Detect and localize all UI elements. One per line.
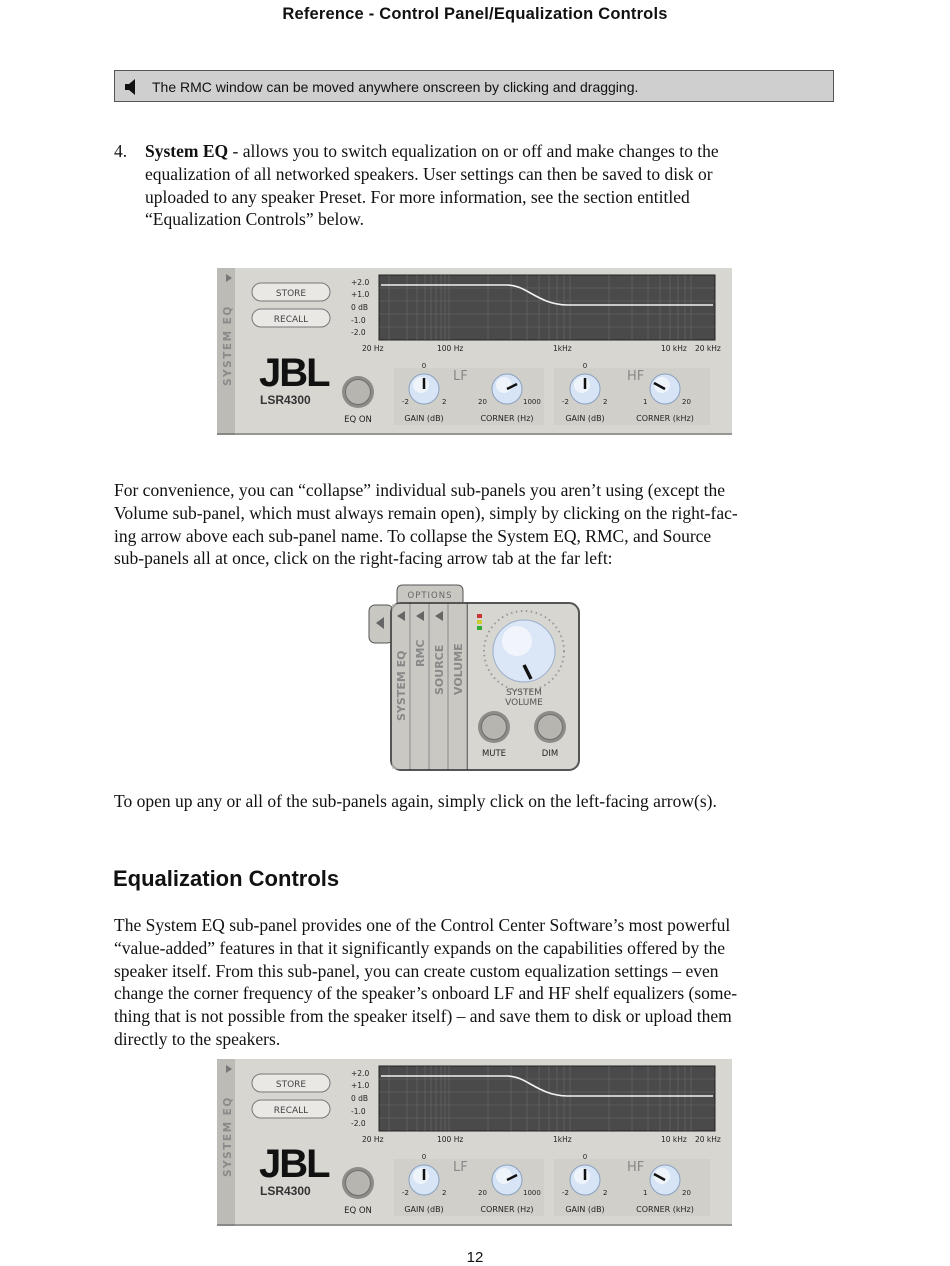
freq-tick: 20 kHz [695,1135,721,1144]
db-tick: +2.0 [351,1069,370,1078]
note-text: The RMC window can be moved anywhere onscreen by clicking and dragging. [152,79,639,95]
list-item-body [145,140,845,231]
text-line: ing arrow above each sub-panel name. To collapse the System EQ, RMC, and Source [114,525,712,546]
svg-text:JBL: JBL [259,1142,329,1186]
db-tick: +1.0 [351,1081,370,1090]
recall-label: RECALL [273,1106,309,1116]
paragraph-collapse [114,479,839,570]
svg-text:1000: 1000 [523,398,541,406]
item-line-1: - allows you to switch equalization on or off and make changes to the [228,141,719,161]
mute-button[interactable] [478,711,510,759]
text-line: change the corner frequency of the speaker’s onboard LF and HF shelf equalizers (some- [114,983,738,1004]
store-button[interactable] [252,1074,330,1092]
store-label: STORE [275,1080,307,1090]
svg-text:-2: -2 [562,398,569,406]
recall-button[interactable] [252,309,330,327]
options-tab[interactable]: OPTIONS [407,591,453,601]
svg-text:VOLUME: VOLUME [452,643,465,695]
svg-text:2: 2 [603,398,608,406]
svg-text:CORNER (kHz): CORNER (kHz) [636,1205,694,1214]
side-label: SYSTEM EQ [222,1096,234,1177]
item-line-3: uploaded to any speaker Preset. For more information, see the section entitled [145,186,690,207]
svg-text:CORNER (Hz): CORNER (Hz) [480,414,534,423]
recall-button[interactable] [252,1100,330,1118]
svg-text:0: 0 [582,1153,588,1161]
freq-tick: 20 Hz [362,1135,384,1144]
db-tick: 0 dB [351,303,369,312]
tab-volume[interactable] [452,643,465,695]
svg-text:RMC: RMC [414,639,427,667]
hf-label: HF [627,369,645,384]
svg-text:CORNER (Hz): CORNER (Hz) [480,1205,534,1214]
svg-text:20: 20 [682,398,691,406]
eq-on-label: EQ ON [344,415,372,425]
item-line-2: equalization of all networked speakers. User settings can then be saved to disk or [145,163,713,184]
eq-on-button[interactable] [342,376,374,425]
db-tick: -1.0 [351,1107,366,1116]
text-line: Volume sub-panel, which must always remain open), simply by clicking on the right-fac- [114,502,738,523]
svg-text:-2: -2 [562,1189,569,1197]
svg-text:DIM: DIM [541,749,559,759]
db-tick: -1.0 [351,316,366,325]
paragraph-open: To open up any or all of the sub-panels again, simply click on the left-facing arrow(s). [114,791,717,811]
store-button[interactable] [252,283,330,301]
text-line: speaker itself. From this sub-panel, you can create custom equalization settings – even [114,960,719,981]
system-eq-panel-2 [217,1059,732,1226]
collapsed-control-panel [367,583,581,773]
svg-text:SYSTEM EQ: SYSTEM EQ [395,650,408,721]
lf-label: LF [453,369,468,384]
speaker-icon [124,78,138,96]
system-volume-label: SYSTEM [506,688,542,698]
db-tick: +1.0 [351,290,370,299]
system-volume-label: VOLUME [505,698,543,708]
item-line-4: “Equalization Controls” below. [145,209,365,230]
db-tick: -2.0 [351,328,366,337]
term-system-eq: System EQ [145,141,229,161]
freq-tick: 10 kHz [661,1135,687,1144]
svg-text:1000: 1000 [523,1189,541,1197]
freq-tick: 20 kHz [695,344,721,353]
paragraph-eq [114,914,839,1051]
hf-label: HF [627,1160,645,1175]
eq-on-button[interactable] [342,1167,374,1216]
svg-text:LSR4300: LSR4300 [260,1184,311,1198]
svg-text:0: 0 [582,362,588,370]
store-label: STORE [275,289,307,299]
db-tick: -2.0 [351,1119,366,1128]
svg-text:20: 20 [682,1189,691,1197]
svg-text:JBL: JBL [259,351,329,395]
section-heading: Equalization Controls [113,866,340,891]
eq-graph[interactable] [379,1066,715,1131]
lf-label: LF [453,1160,468,1175]
svg-text:1: 1 [643,1189,648,1197]
page-header: Reference - Control Panel/Equalization Controls [282,5,668,23]
svg-text:LSR4300: LSR4300 [260,393,311,407]
note-box [114,70,834,102]
svg-text:CORNER (kHz): CORNER (kHz) [636,414,694,423]
text-line: sub-panels all at once, click on the right-facing arrow tab at the far left: [114,548,613,569]
svg-text:MUTE: MUTE [481,749,507,759]
list-number: 4. [114,141,128,161]
svg-text:-2: -2 [402,1189,409,1197]
svg-text:1: 1 [643,398,648,406]
freq-tick: 1kHz [553,344,572,353]
freq-tick: 100 Hz [437,344,464,353]
level-meter [477,614,482,630]
page-number: 12 [466,1249,484,1266]
freq-tick: 20 Hz [362,344,384,353]
system-eq-panel [217,268,732,435]
svg-text:GAIN (dB): GAIN (dB) [404,1205,444,1214]
eq-graph[interactable] [379,275,715,340]
freq-tick: 100 Hz [437,1135,464,1144]
eq-on-label: EQ ON [344,1206,372,1216]
svg-text:GAIN (dB): GAIN (dB) [404,414,444,423]
freq-tick: 10 kHz [661,344,687,353]
text-line: directly to the speakers. [114,1028,281,1049]
text-line: The System EQ sub-panel provides one of the Control Center Software’s most powerful [114,915,731,935]
svg-text:20: 20 [478,398,487,406]
svg-text:2: 2 [603,1189,608,1197]
recall-label: RECALL [273,315,309,325]
svg-text:0: 0 [421,1153,427,1161]
db-tick: +2.0 [351,278,370,287]
svg-text:GAIN (dB): GAIN (dB) [565,1205,605,1214]
freq-tick: 1kHz [553,1135,572,1144]
svg-text:GAIN (dB): GAIN (dB) [565,414,605,423]
svg-text:2: 2 [442,398,447,406]
svg-text:0: 0 [421,362,427,370]
svg-text:20: 20 [478,1189,487,1197]
db-tick: 0 dB [351,1094,369,1103]
svg-text:-2: -2 [402,398,409,406]
text-line: thing that is not possible from the speaker itself) – and save them to disk or upload them [114,1006,732,1027]
svg-text:2: 2 [442,1189,447,1197]
side-label: SYSTEM EQ [222,305,234,386]
svg-text:SOURCE: SOURCE [433,644,446,695]
text-line: For convenience, you can “collapse” individual sub-panels you aren’t using (except the [114,480,726,500]
text-line: “value-added” features in that it significantly expands on the capabilities offered by the [114,937,725,958]
